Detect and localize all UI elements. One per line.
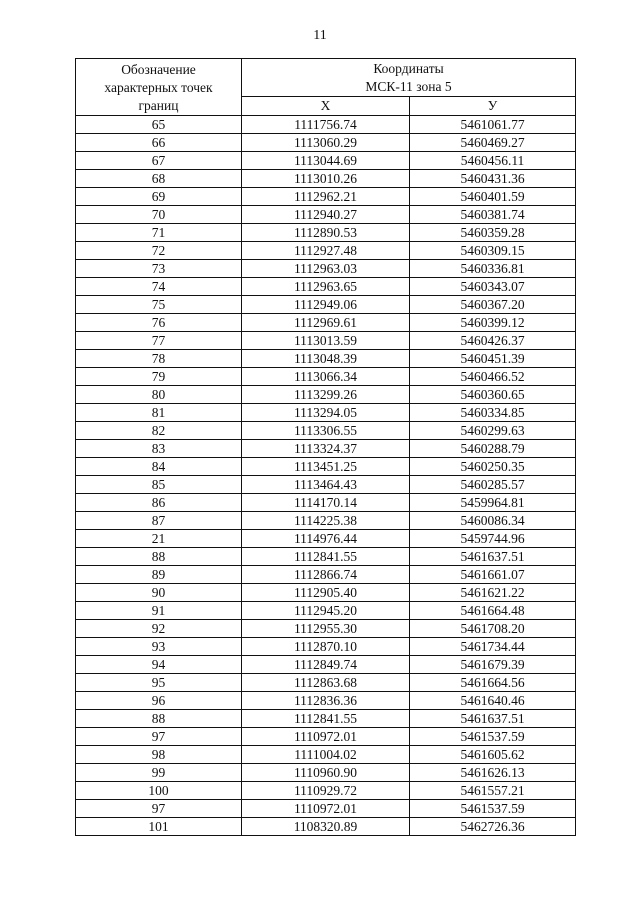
page-number: 11	[313, 28, 327, 43]
table-row	[76, 134, 576, 152]
point-cell: 98	[76, 746, 242, 764]
x-coordinate-cell: 1112955.30	[242, 620, 410, 638]
y-coordinate-cell: 5461626.13	[410, 764, 576, 782]
y-coordinate-cell: 5459744.96	[410, 530, 576, 548]
table-row	[76, 620, 576, 638]
y-coordinate-cell: 5461640.46	[410, 692, 576, 710]
y-coordinate-cell: 5460250.35	[410, 458, 576, 476]
table-row	[76, 764, 576, 782]
table-row	[76, 368, 576, 386]
x-coordinate-cell: 1112969.61	[242, 314, 410, 332]
x-coordinate-cell: 1114170.14	[242, 494, 410, 512]
x-coordinate-cell: 1112963.03	[242, 260, 410, 278]
y-coordinate-cell: 5462726.36	[410, 818, 576, 836]
header-row-top	[76, 59, 576, 97]
y-coordinate-cell: 5461621.22	[410, 584, 576, 602]
table-row	[76, 602, 576, 620]
x-coordinate-cell: 1113294.05	[242, 404, 410, 422]
x-coordinate-cell: 1110972.01	[242, 728, 410, 746]
point-cell: 71	[76, 224, 242, 242]
x-coordinate-cell: 1111004.02	[242, 746, 410, 764]
point-cell: 88	[76, 710, 242, 728]
y-coordinate-cell: 5460309.15	[410, 242, 576, 260]
table-row	[76, 800, 576, 818]
y-coordinate-cell: 5460399.12	[410, 314, 576, 332]
y-coordinate-cell: 5460285.57	[410, 476, 576, 494]
point-cell: 65	[76, 116, 242, 134]
x-coordinate-cell: 1112963.65	[242, 278, 410, 296]
y-coordinate-cell: 5461664.56	[410, 674, 576, 692]
y-coordinate-cell: 5460401.59	[410, 188, 576, 206]
y-coordinate-cell: 5459964.81	[410, 494, 576, 512]
y-coordinate-cell: 5461661.07	[410, 566, 576, 584]
point-cell: 83	[76, 440, 242, 458]
y-coordinate-cell: 5460466.52	[410, 368, 576, 386]
point-cell: 74	[76, 278, 242, 296]
y-coordinate-cell: 5460431.36	[410, 170, 576, 188]
x-coordinate-cell: 1113299.26	[242, 386, 410, 404]
table-row	[76, 638, 576, 656]
x-coordinate-cell: 1110960.90	[242, 764, 410, 782]
y-coordinate-cell: 5460288.79	[410, 440, 576, 458]
point-cell: 97	[76, 728, 242, 746]
table-row	[76, 512, 576, 530]
x-coordinate-cell: 1110929.72	[242, 782, 410, 800]
point-header-line-2: характерных точек	[104, 80, 213, 95]
point-cell: 70	[76, 206, 242, 224]
table-row	[76, 692, 576, 710]
point-cell: 68	[76, 170, 242, 188]
point-cell: 88	[76, 548, 242, 566]
point-cell: 101	[76, 818, 242, 836]
point-cell: 89	[76, 566, 242, 584]
point-cell: 94	[76, 656, 242, 674]
table-row	[76, 548, 576, 566]
y-coordinate-cell: 5460456.11	[410, 152, 576, 170]
y-coordinate-cell: 5460359.28	[410, 224, 576, 242]
x-coordinate-cell: 1113060.29	[242, 134, 410, 152]
y-coordinate-cell: 5461537.59	[410, 728, 576, 746]
table-row	[76, 278, 576, 296]
point-cell: 87	[76, 512, 242, 530]
point-cell: 66	[76, 134, 242, 152]
x-coordinate-cell: 1114225.38	[242, 512, 410, 530]
table-header	[76, 59, 576, 116]
table-row	[76, 314, 576, 332]
y-column-header: У	[410, 97, 576, 116]
x-coordinate-cell: 1112927.48	[242, 242, 410, 260]
x-coordinate-cell: 1113066.34	[242, 368, 410, 386]
point-cell: 85	[76, 476, 242, 494]
table-row	[76, 170, 576, 188]
x-coordinate-cell: 1112836.36	[242, 692, 410, 710]
point-cell: 81	[76, 404, 242, 422]
x-coordinate-cell: 1112962.21	[242, 188, 410, 206]
table-row	[76, 152, 576, 170]
table-row	[76, 440, 576, 458]
x-coordinate-cell: 1112945.20	[242, 602, 410, 620]
x-coordinate-cell: 1112863.68	[242, 674, 410, 692]
point-cell: 79	[76, 368, 242, 386]
y-coordinate-cell: 5460360.65	[410, 386, 576, 404]
x-column-header: X	[242, 97, 410, 116]
table-row	[76, 530, 576, 548]
y-coordinate-cell: 5460367.20	[410, 296, 576, 314]
table-row	[76, 476, 576, 494]
table-row	[76, 404, 576, 422]
y-coordinate-cell: 5461637.51	[410, 548, 576, 566]
x-coordinate-cell: 1112949.06	[242, 296, 410, 314]
x-coordinate-cell: 1112905.40	[242, 584, 410, 602]
point-cell: 75	[76, 296, 242, 314]
y-coordinate-cell: 5461605.62	[410, 746, 576, 764]
table-row	[76, 386, 576, 404]
table-row	[76, 224, 576, 242]
point-cell: 97	[76, 800, 242, 818]
point-cell: 95	[76, 674, 242, 692]
table-row	[76, 350, 576, 368]
y-coordinate-cell: 5461664.48	[410, 602, 576, 620]
table-row	[76, 746, 576, 764]
point-cell: 21	[76, 530, 242, 548]
point-cell: 67	[76, 152, 242, 170]
x-coordinate-cell: 1112870.10	[242, 638, 410, 656]
point-cell: 73	[76, 260, 242, 278]
y-coordinate-cell: 5460336.81	[410, 260, 576, 278]
point-cell: 90	[76, 584, 242, 602]
x-coordinate-cell: 1113451.25	[242, 458, 410, 476]
point-cell: 92	[76, 620, 242, 638]
y-coordinate-cell: 5461537.59	[410, 800, 576, 818]
x-coordinate-cell: 1110972.01	[242, 800, 410, 818]
y-coordinate-cell: 5461637.51	[410, 710, 576, 728]
x-coordinate-cell: 1112940.27	[242, 206, 410, 224]
y-coordinate-cell: 5460086.34	[410, 512, 576, 530]
y-coordinate-cell: 5461734.44	[410, 638, 576, 656]
point-cell: 93	[76, 638, 242, 656]
x-coordinate-cell: 1113013.59	[242, 332, 410, 350]
point-cell: 80	[76, 386, 242, 404]
x-coordinate-cell: 1108320.89	[242, 818, 410, 836]
point-cell: 96	[76, 692, 242, 710]
y-coordinate-cell: 5461708.20	[410, 620, 576, 638]
x-coordinate-cell: 1112866.74	[242, 566, 410, 584]
point-designation-header	[76, 59, 242, 116]
x-coordinate-cell: 1113048.39	[242, 350, 410, 368]
table-row	[76, 188, 576, 206]
point-cell: 76	[76, 314, 242, 332]
x-coordinate-cell: 1111756.74	[242, 116, 410, 134]
coords-header-line-2: МСК-11 зона 5	[365, 78, 452, 94]
table-row	[76, 458, 576, 476]
x-coordinate-cell: 1113306.55	[242, 422, 410, 440]
y-coordinate-cell: 5460451.39	[410, 350, 576, 368]
point-cell: 100	[76, 782, 242, 800]
point-cell: 72	[76, 242, 242, 260]
x-coordinate-cell: 1114976.44	[242, 530, 410, 548]
x-coordinate-cell: 1112890.53	[242, 224, 410, 242]
point-cell: 86	[76, 494, 242, 512]
y-coordinate-cell: 5460299.63	[410, 422, 576, 440]
table-row	[76, 242, 576, 260]
table-body	[76, 116, 576, 836]
table-row	[76, 296, 576, 314]
point-cell: 78	[76, 350, 242, 368]
table-row	[76, 728, 576, 746]
point-cell: 69	[76, 188, 242, 206]
y-coordinate-cell: 5461679.39	[410, 656, 576, 674]
table-row	[76, 656, 576, 674]
y-coordinate-cell: 5460343.07	[410, 278, 576, 296]
x-coordinate-cell: 1113010.26	[242, 170, 410, 188]
y-coordinate-cell: 5461061.77	[410, 116, 576, 134]
table-row	[76, 584, 576, 602]
point-cell: 99	[76, 764, 242, 782]
point-header-line-1: Обозначение	[121, 62, 196, 77]
table-row	[76, 260, 576, 278]
y-coordinate-cell: 5460426.37	[410, 332, 576, 350]
table-row	[76, 494, 576, 512]
table-row	[76, 566, 576, 584]
coords-header-line-1: Координаты	[373, 60, 444, 76]
point-header-line-3: границ	[138, 98, 179, 113]
point-cell: 84	[76, 458, 242, 476]
x-coordinate-cell: 1113044.69	[242, 152, 410, 170]
point-cell: 82	[76, 422, 242, 440]
y-coordinate-cell: 5460334.85	[410, 404, 576, 422]
table-row	[76, 206, 576, 224]
table-row	[76, 422, 576, 440]
y-coordinate-cell: 5460381.74	[410, 206, 576, 224]
point-cell: 91	[76, 602, 242, 620]
x-coordinate-cell: 1113324.37	[242, 440, 410, 458]
y-coordinate-cell: 5460469.27	[410, 134, 576, 152]
table-row	[76, 116, 576, 134]
x-coordinate-cell: 1112841.55	[242, 710, 410, 728]
point-cell: 77	[76, 332, 242, 350]
y-coordinate-cell: 5461557.21	[410, 782, 576, 800]
x-coordinate-cell: 1112849.74	[242, 656, 410, 674]
coordinates-header	[242, 59, 576, 97]
table-row	[76, 818, 576, 836]
x-coordinate-cell: 1113464.43	[242, 476, 410, 494]
table-row	[76, 710, 576, 728]
table-row	[76, 674, 576, 692]
x-coordinate-cell: 1112841.55	[242, 548, 410, 566]
coordinates-table	[75, 58, 576, 836]
table-row	[76, 332, 576, 350]
table-row	[76, 782, 576, 800]
